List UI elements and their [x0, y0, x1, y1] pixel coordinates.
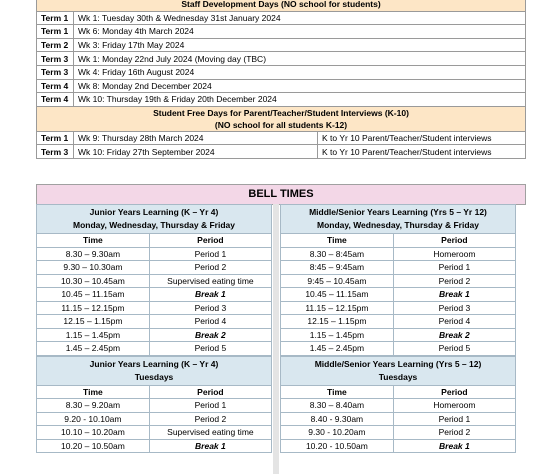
period-cell: Period 4	[149, 315, 271, 329]
date-text: Wk 4: Friday 16th August 2024	[74, 65, 526, 79]
table-row	[37, 261, 272, 275]
col-header-time: Time	[37, 385, 150, 399]
term-label: Term 4	[37, 79, 74, 93]
col-header-period: Period	[393, 385, 515, 399]
period-cell: Period 1	[149, 247, 271, 261]
time-cell: 10.45 – 11.15am	[281, 288, 394, 302]
table-row	[37, 328, 272, 342]
term-label: Term 4	[37, 93, 74, 107]
period-cell: Period 2	[149, 261, 271, 275]
break-cell: Break 1	[149, 288, 271, 302]
group-heading-line2: Monday, Wednesday, Thursday & Friday	[316, 220, 479, 230]
term-label: Term 1	[37, 131, 74, 145]
group-heading-line1: Middle/Senior Years Learning (Yrs 5 – 12)	[314, 358, 482, 369]
col-header-period: Period	[149, 234, 271, 248]
period-cell: Supervised eating time	[149, 426, 271, 440]
date-text: Wk 10: Thursday 19th & Friday 20th December 2024	[74, 93, 526, 107]
table-row	[37, 131, 526, 145]
col-header-time: Time	[281, 385, 394, 399]
time-cell: 1.15 – 1.45pm	[281, 328, 394, 342]
time-cell: 10.30 – 10.45am	[37, 274, 150, 288]
time-cell: 12.15 – 1.15pm	[281, 315, 394, 329]
interview-note: K to Yr 10 Parent/Teacher/Student interviews	[318, 131, 526, 145]
bell-times-section	[36, 184, 526, 451]
date-text: Wk 3: Friday 17th May 2024	[74, 38, 526, 52]
table-row	[37, 439, 272, 453]
term-label: Term 3	[37, 52, 74, 66]
table-row	[37, 79, 526, 93]
term-label: Term 1	[37, 25, 74, 39]
group-heading-line2: Tuesdays	[378, 371, 418, 382]
group-heading-line1: Junior Years Learning (K – Yr 4)	[89, 358, 219, 369]
table-row	[37, 11, 526, 25]
time-cell: 8.30 – 8.40am	[281, 399, 394, 413]
table-row	[37, 93, 526, 107]
col-header-time: Time	[281, 234, 394, 248]
table-row	[281, 315, 516, 329]
date-text: Wk 9: Thursday 28th March 2024	[74, 131, 318, 145]
date-text: Wk 10: Friday 27th September 2024	[74, 145, 318, 159]
time-cell: 1.45 – 2.45pm	[281, 342, 394, 356]
table-row	[37, 145, 526, 159]
group-heading	[281, 356, 516, 385]
period-cell: Period 5	[149, 342, 271, 356]
period-cell: Period 2	[393, 426, 515, 440]
table-row	[37, 426, 272, 440]
period-cell: Period 2	[149, 412, 271, 426]
group-heading-line1: Junior Years Learning (K – Yr 4)	[89, 207, 219, 217]
table-row	[281, 301, 516, 315]
table-row	[281, 247, 516, 261]
period-cell: Period 3	[393, 301, 515, 315]
junior-column	[36, 204, 272, 453]
table-row	[37, 52, 526, 66]
time-cell: 9.20 - 10.10am	[37, 412, 150, 426]
period-cell: Period 1	[149, 399, 271, 413]
table-row	[281, 274, 516, 288]
period-cell: Period 3	[149, 301, 271, 315]
junior-mwtf-table	[36, 204, 272, 356]
table-row	[281, 288, 516, 302]
period-cell: Period 1	[393, 412, 515, 426]
group-heading-line2: Tuesdays	[134, 371, 174, 382]
date-text: Wk 1: Tuesday 30th & Wednesday 31st January 2024	[74, 11, 526, 25]
period-cell: Period 1	[393, 261, 515, 275]
table-row	[37, 412, 272, 426]
table-row	[281, 439, 516, 453]
period-cell: Period 4	[393, 315, 515, 329]
col-header-time: Time	[37, 234, 150, 248]
col-header-period: Period	[393, 234, 515, 248]
staff-dev-header-row	[37, 0, 526, 11]
time-cell: 8.30 – 9.30am	[37, 247, 150, 261]
time-cell: 9.30 – 10.30am	[37, 261, 150, 275]
table-row	[37, 65, 526, 79]
time-cell: 9.30 - 10.20am	[281, 426, 394, 440]
period-cell: Period 2	[393, 274, 515, 288]
time-cell: 10.20 – 10.50am	[37, 439, 150, 453]
interview-note: K to Yr 10 Parent/Teacher/Student interviews	[318, 145, 526, 159]
date-text: Wk 1: Monday 22nd July 2024 (Moving day (TBC)	[74, 52, 526, 66]
time-cell: 8.40 - 9.30am	[281, 412, 394, 426]
group-heading-line2: Monday, Wednesday, Thursday & Friday	[72, 220, 235, 230]
table-row	[281, 412, 516, 426]
staff-dev-header: Staff Development Days (NO school for students)	[37, 0, 526, 11]
table-row	[37, 288, 272, 302]
senior-tue-table	[280, 356, 516, 454]
table-row	[37, 399, 272, 413]
senior-mwtf-table	[280, 204, 516, 356]
interviews-header	[37, 106, 526, 131]
table-row	[281, 426, 516, 440]
time-cell: 1.45 – 2.45pm	[37, 342, 150, 356]
table-row	[37, 38, 526, 52]
break-cell: Break 2	[393, 328, 515, 342]
time-cell: 10.10 – 10.20am	[37, 426, 150, 440]
senior-column	[280, 204, 516, 453]
date-text: Wk 8: Monday 2nd December 2024	[74, 79, 526, 93]
calendar-table	[36, 0, 526, 159]
group-heading	[37, 356, 272, 385]
time-cell: 9:45 – 10.45am	[281, 274, 394, 288]
interviews-header-row	[37, 106, 526, 131]
term-label: Term 1	[37, 11, 74, 25]
period-cell: Supervised eating time	[149, 274, 271, 288]
junior-tue-table	[36, 356, 272, 454]
table-row	[281, 342, 516, 356]
time-cell: 12.15 – 1.15pm	[37, 315, 150, 329]
time-cell: 1.15 – 1.45pm	[37, 328, 150, 342]
col-header-period: Period	[149, 385, 271, 399]
time-cell: 10.20 - 10.50am	[281, 439, 394, 453]
interviews-header-line1: Student Free Days for Parent/Teacher/Student Interviews (K-10)	[153, 107, 409, 118]
break-cell: Break 2	[149, 328, 271, 342]
table-row	[37, 342, 272, 356]
time-cell: 8.30 – 8:45am	[281, 247, 394, 261]
break-cell: Break 1	[393, 288, 515, 302]
break-cell: Break 1	[393, 439, 515, 453]
break-cell: Break 1	[149, 439, 271, 453]
time-cell: 8:45 – 9:45am	[281, 261, 394, 275]
term-label: Term 3	[37, 145, 74, 159]
period-cell: Homeroom	[393, 247, 515, 261]
time-cell: 11.15 – 12.15pm	[37, 301, 150, 315]
date-text: Wk 6: Monday 4th March 2024	[74, 25, 526, 39]
table-row	[281, 261, 516, 275]
column-separator	[273, 204, 279, 474]
time-cell: 8.30 – 9.20am	[37, 399, 150, 413]
period-cell: Period 5	[393, 342, 515, 356]
table-row	[37, 301, 272, 315]
time-cell: 11.15 – 12.15pm	[281, 301, 394, 315]
bell-times-title: BELL TIMES	[36, 184, 526, 205]
term-label: Term 2	[37, 38, 74, 52]
group-heading	[281, 205, 516, 234]
time-cell: 10.45 – 11.15am	[37, 288, 150, 302]
term-label: Term 3	[37, 65, 74, 79]
table-row	[37, 25, 526, 39]
period-cell: Homeroom	[393, 399, 515, 413]
table-row	[281, 399, 516, 413]
table-row	[37, 247, 272, 261]
table-row	[37, 315, 272, 329]
interviews-header-line2: (NO school for all students K-12)	[214, 119, 348, 130]
table-row	[281, 328, 516, 342]
group-heading	[37, 205, 272, 234]
group-heading-line1: Middle/Senior Years Learning (Yrs 5 – Yr 12)	[309, 207, 487, 217]
table-row	[37, 274, 272, 288]
